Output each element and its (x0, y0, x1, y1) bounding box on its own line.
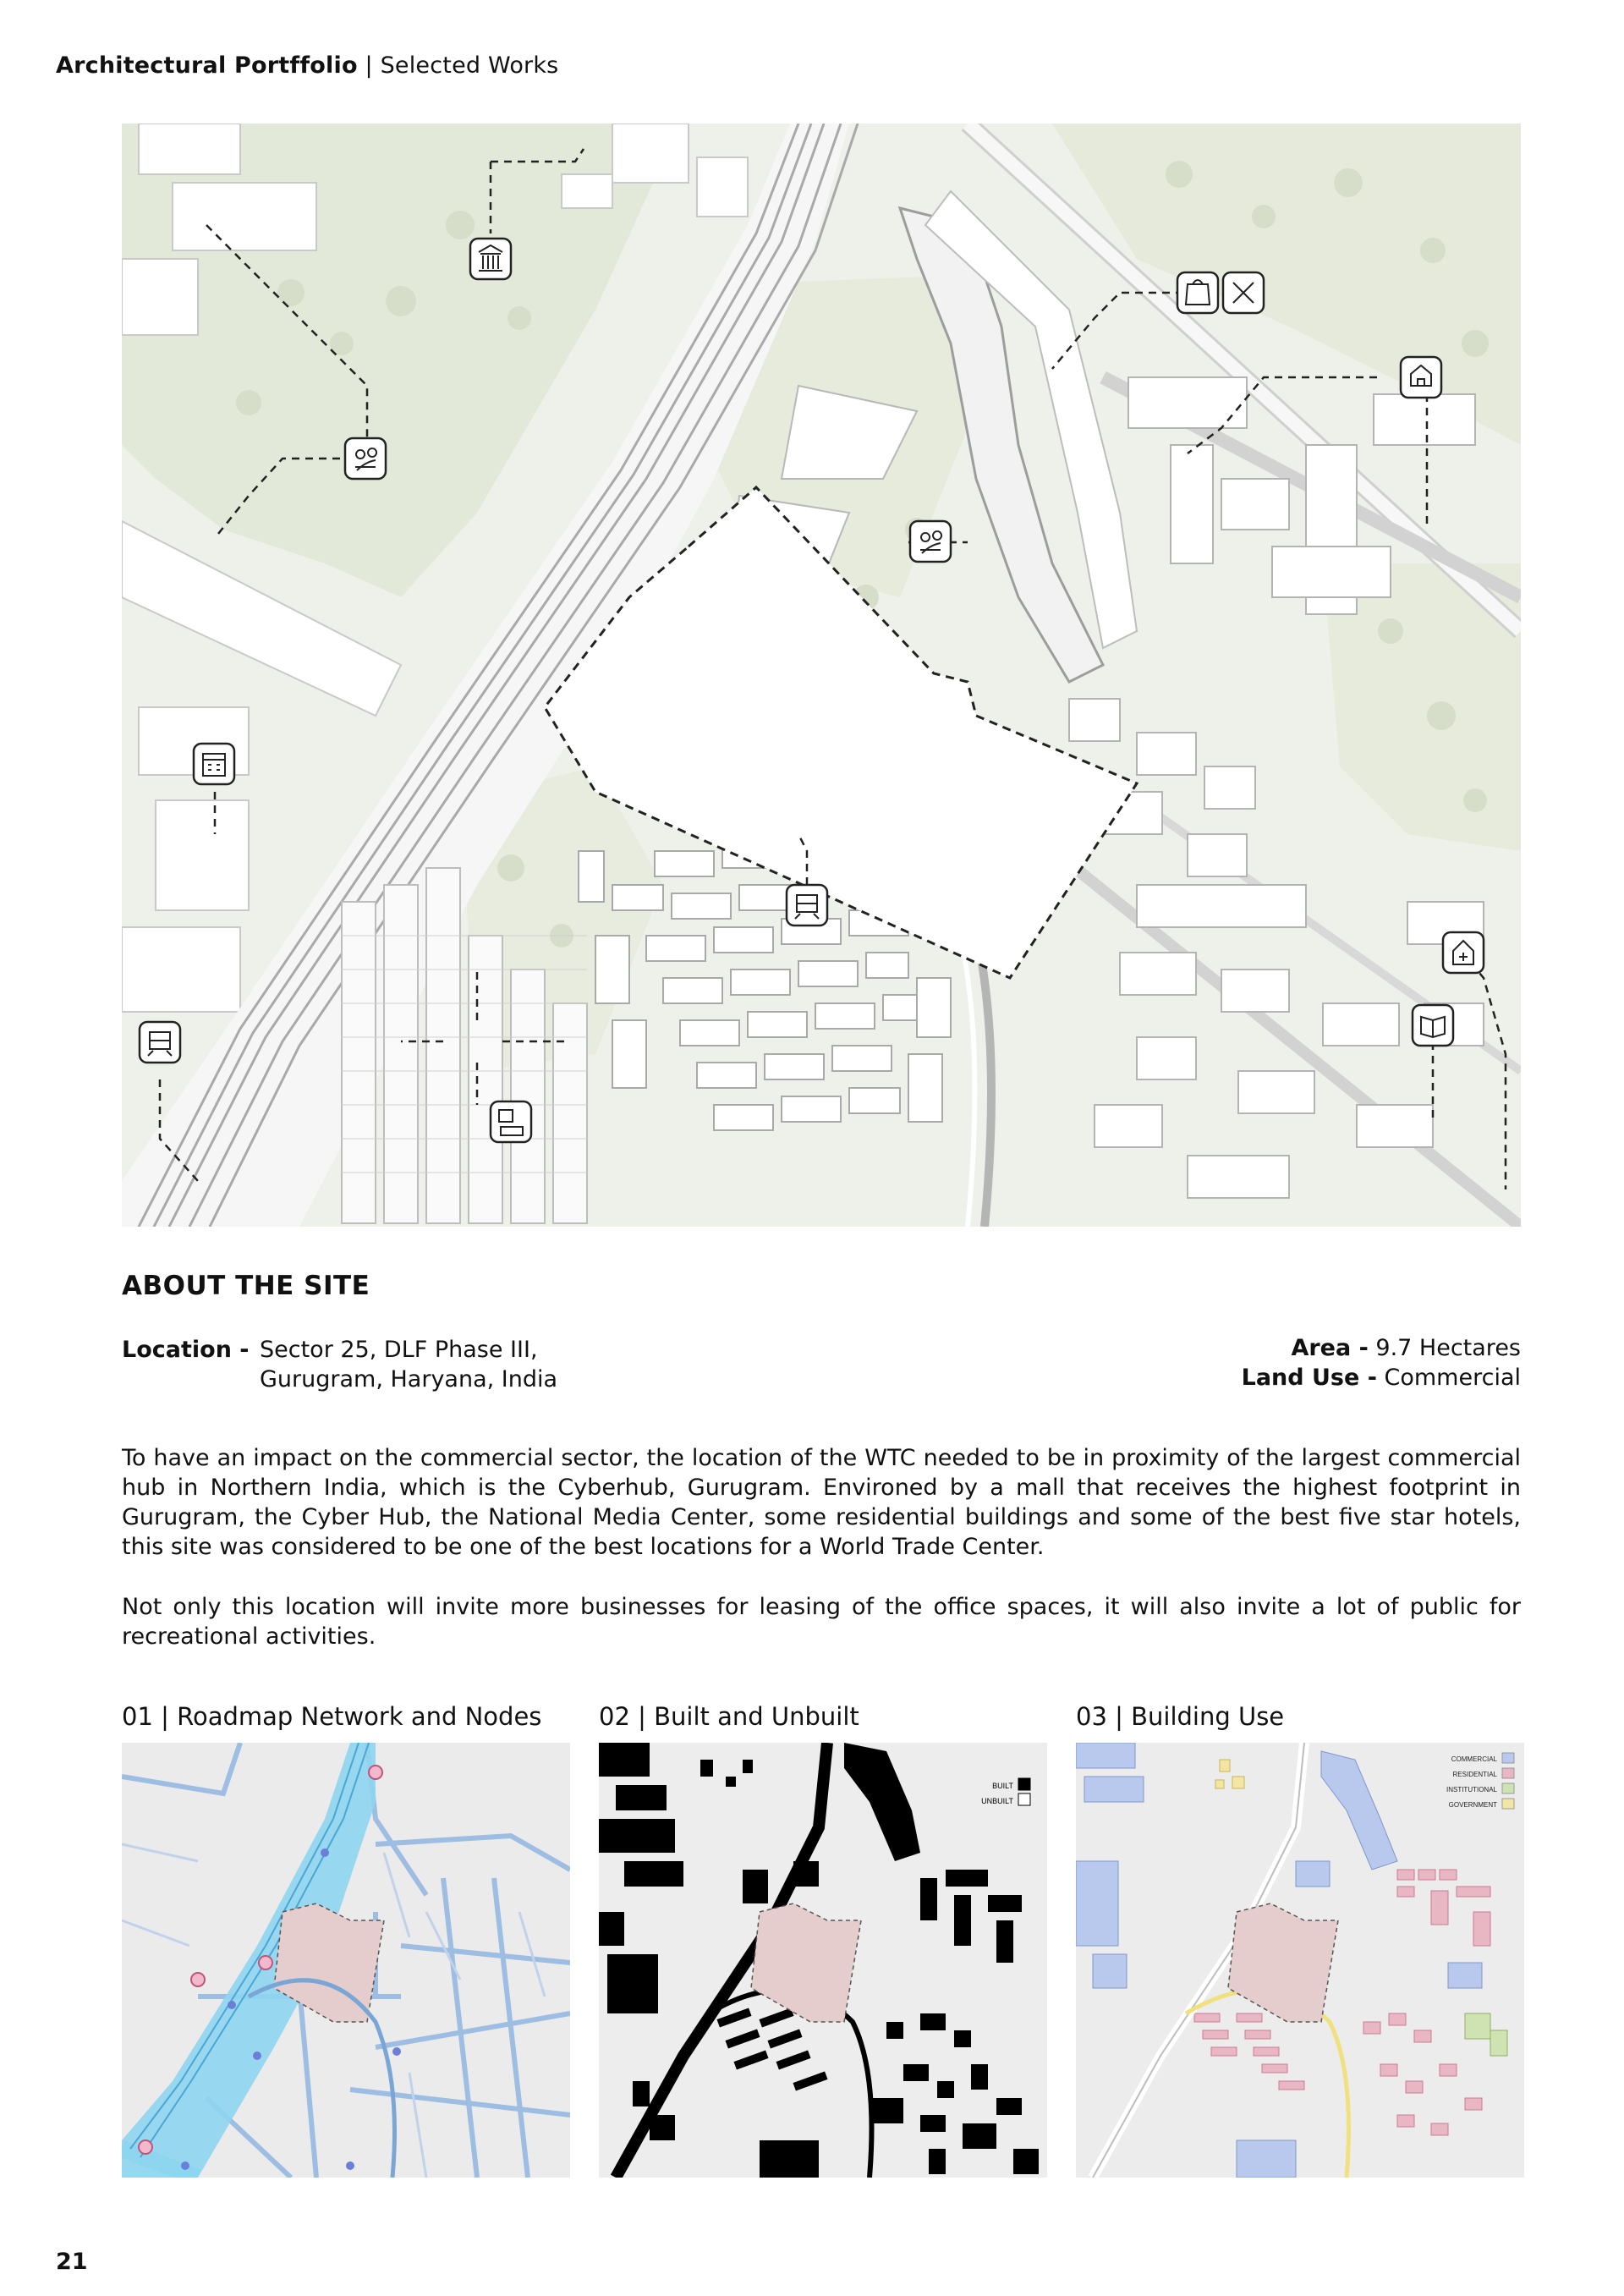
about-site-heading: ABOUT THE SITE (122, 1271, 370, 1301)
roadmap-map-title: 01 | Roadmap Network and Nodes (122, 1702, 542, 1731)
location-label: Location - (122, 1337, 250, 1363)
building-use-map-title: 03 | Building Use (1076, 1702, 1285, 1731)
header-separator: | (357, 52, 381, 79)
landuse-value: Commercial (1376, 1365, 1521, 1391)
site-description-paragraph: To have an impact on the commercial sector, the location of the WTC needed to be in proximity of the largest commercial hub in Northern India, which is the Cyberhub, Gurugram. Environed by a mall that receives the highest footprint in Gurugram, the Cyber Hub, the National Media Center, some residential buildings and some of the best five star hotels, this site was considered to be one of the best locations for a World Trade Center. (122, 1445, 1521, 1560)
legend-residential-label: RESIDENTIAL (1452, 1771, 1497, 1778)
area-value: 9.7 Hectares (1368, 1335, 1521, 1361)
portfolio-subtitle: Selected Works (380, 52, 559, 79)
location-line-1: Sector 25, DLF Phase III, (260, 1337, 538, 1363)
legend-built-label: BUILT (992, 1782, 1013, 1790)
built-unbuilt-map-title: 02 | Built and Unbuilt (599, 1702, 859, 1731)
site-facts (1242, 1333, 1521, 1392)
built-unbuilt-map (599, 1743, 1047, 2178)
landuse-label: Land Use - (1241, 1365, 1377, 1391)
portfolio-title: Architectural Portffolio (56, 52, 358, 79)
page-number: 21 (56, 2249, 88, 2275)
building-use-map (1076, 1743, 1524, 2178)
landuse-row (1242, 1363, 1521, 1392)
roadmap-network-map (122, 1743, 570, 2178)
legend-commercial-label: COMMERCIAL (1451, 1755, 1497, 1763)
area-row (1242, 1333, 1521, 1363)
area-label: Area - (1291, 1335, 1369, 1361)
site-context-map (122, 124, 1521, 1227)
legend-institutional-label: INSTITUTIONAL (1446, 1786, 1497, 1793)
site-benefit-paragraph: Not only this location will invite more businesses for leasing of the office spaces, it will also invite a lot of public for recreational activities. (122, 1594, 1521, 1650)
legend-unbuilt-label: UNBUILT (981, 1797, 1013, 1805)
page-header (56, 52, 558, 79)
location-line-2: Gurugram, Haryana, India (260, 1366, 558, 1392)
legend-government-label: GOVERNMENT (1448, 1801, 1497, 1809)
